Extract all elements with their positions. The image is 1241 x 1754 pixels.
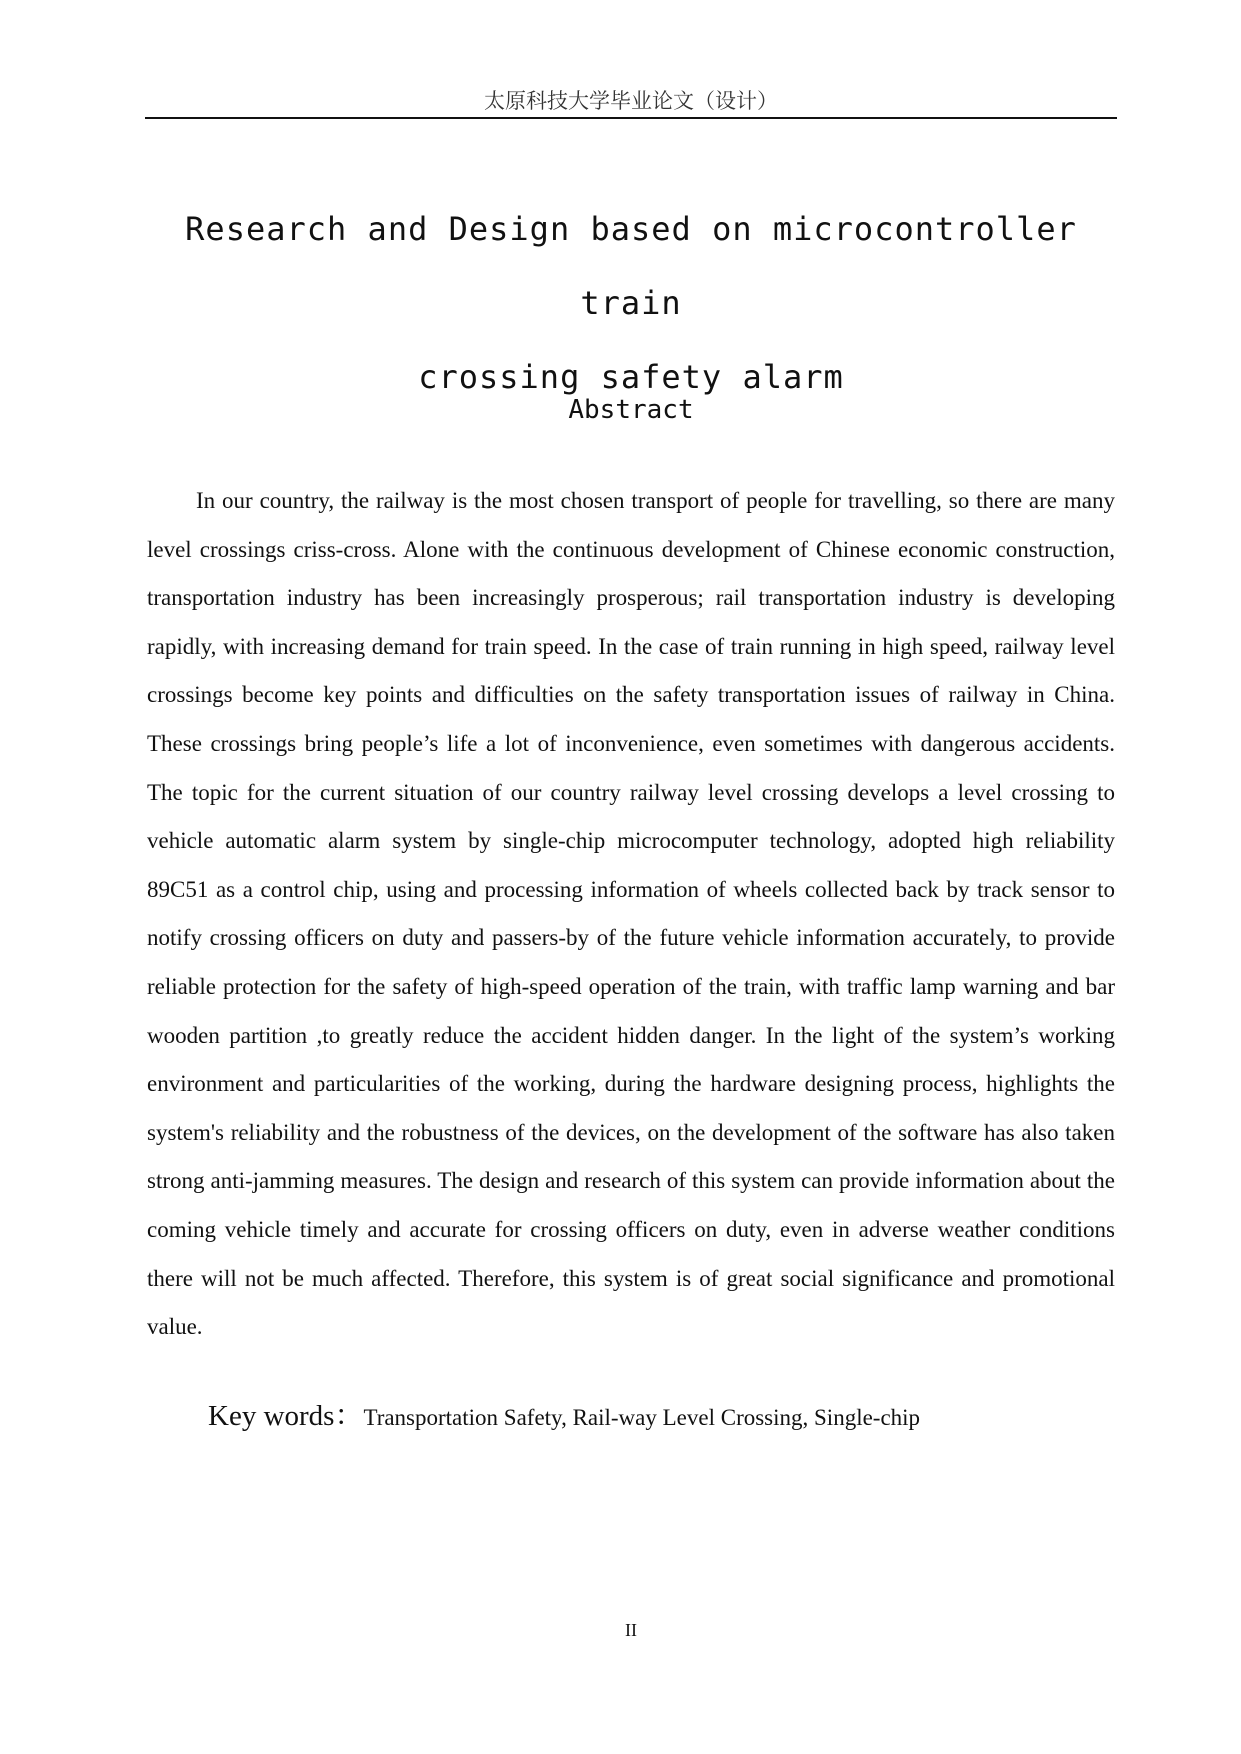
keywords-label: Key words： <box>208 1400 364 1432</box>
document-title <box>145 192 1117 414</box>
title-line-1: Research and Design based on microcontroller train <box>185 210 1077 322</box>
keywords-line <box>208 1393 1108 1441</box>
abstract-body: In our country, the railway is the most chosen transport of people for travelling, so there are many level crossings criss-cross. Alone with the continuous development of Chinese economic construction, transportation industry has been increasingly prosperous; rail transportation industry is developing rapidly, with increasing demand for train speed. In the case of train running in high speed, railway level crossings become key points and difficulties on the safety transportation issues of railway in China. These crossings bring people’s life a lot of inconvenience, even sometimes with dangerous accidents. The topic for the current situation of our country railway level crossing develops a level crossing to vehicle automatic alarm system by single-chip microcomputer technology, adopted high reliability 89C51 as a control chip, using and processing information of wheels collected back by track sensor to notify crossing officers on duty and passers-by of the future vehicle information accurately, to provide reliable protection for the safety of high-speed operation of the train, with traffic lamp warning and bar wooden partition ,to greatly reduce the accident hidden danger. In the light of the system’s working environment and particularities of the working, during the hardware designing process, highlights the system's reliability and the robustness of the devices, on the development of the software has also taken strong anti-jamming measures. The design and research of this system can provide information about the coming vehicle timely and accurate for crossing officers on duty, even in adverse weather conditions there will not be much affected. Therefore, this system is of great social significance and promotional value. <box>147 488 1115 1340</box>
running-header: 太原科技大学毕业论文（设计） <box>484 89 778 113</box>
keywords-value: Transportation Safety, Rail-way Level Crossing, Single-chip <box>363 1405 921 1430</box>
title-line-2: crossing safety alarm <box>418 358 844 396</box>
page-number: II <box>625 1620 637 1640</box>
abstract-heading: Abstract <box>568 395 694 425</box>
header-rule <box>145 117 1117 119</box>
